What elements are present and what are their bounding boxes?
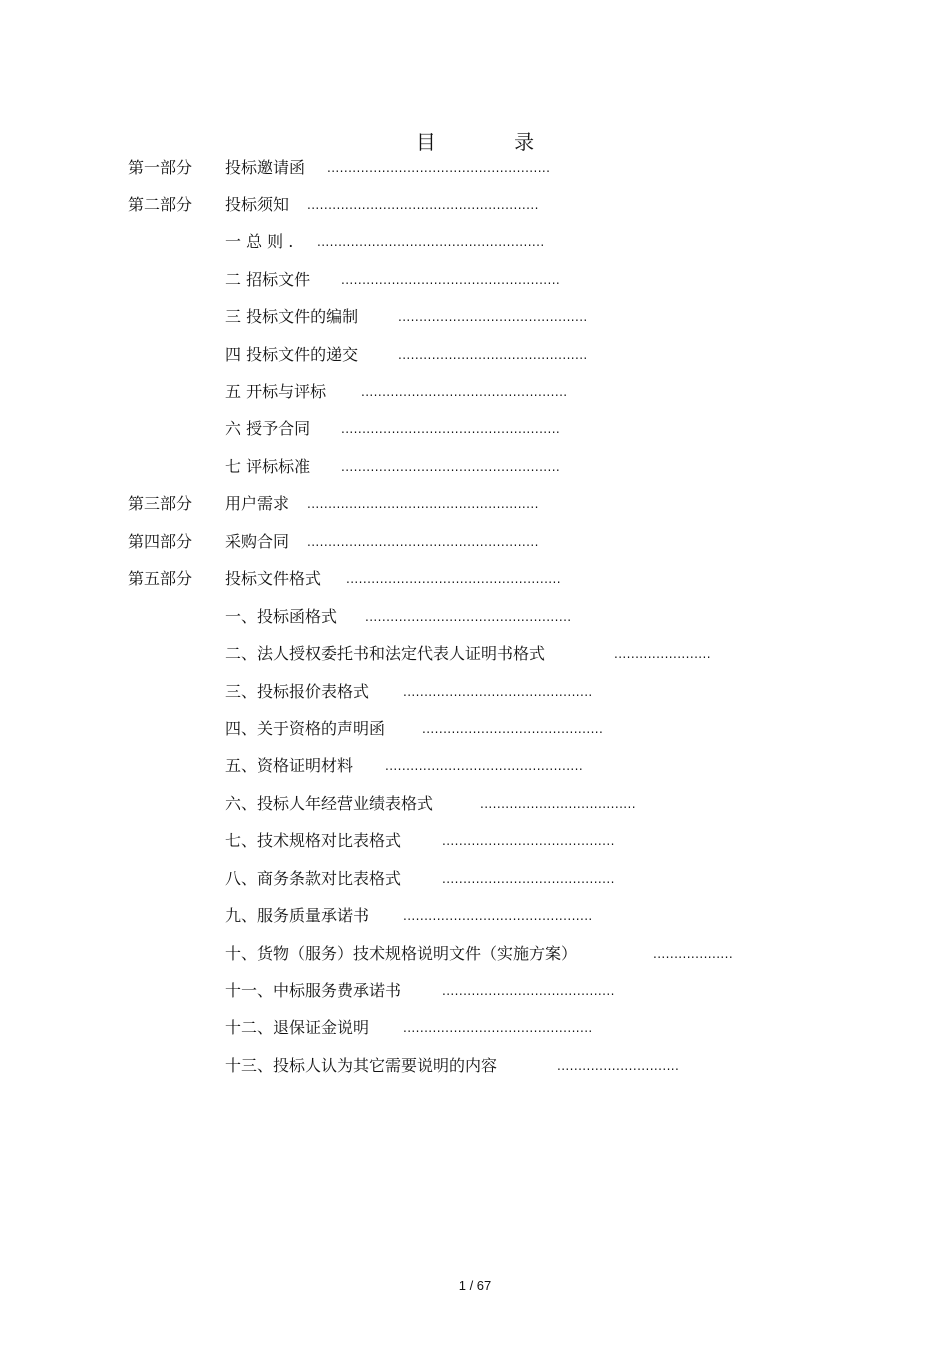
toc-leader-dots: ............................................. [403,909,593,923]
toc-leader-dots: ....................................................... [307,198,539,212]
toc-leader-dots: ............................................. [398,348,588,362]
toc-leader-dots: ............................................. [398,310,588,324]
toc-label: 采购合同 [225,532,290,551]
toc-part: 第五部分 [128,569,193,588]
toc-label: 投标邀请函 [225,158,306,177]
toc-label: 投标须知 [225,195,290,214]
toc-leader-dots: ............................................. [403,1021,593,1035]
page-number: 1 / 67 [458,1278,492,1293]
toc-entry[interactable] [0,492,950,516]
toc-label: 四、关于资格的声明函 [225,719,386,738]
toc-label: 十二、退保证金说明 [225,1018,370,1037]
toc-entry[interactable] [0,193,950,217]
toc-leader-dots: ......................................... [442,872,615,886]
toc-entry[interactable] [0,305,950,329]
toc-leader-dots: ................................................. [365,610,572,624]
toc-leader-dots: ............................. [557,1059,680,1073]
toc-leader-dots: .................................................... [341,273,561,287]
toc-label: 五 开标与评标 [225,382,327,401]
toc-entry[interactable] [0,1016,950,1040]
toc-entry[interactable] [0,417,950,441]
toc-label: 六 授予合同 [225,419,311,438]
toc-part: 第三部分 [128,494,193,513]
toc-entry[interactable] [0,380,950,404]
toc-label: 八、商务条款对比表格式 [225,869,402,888]
page-title: 目 录 [415,130,571,154]
toc-entry[interactable] [0,829,950,853]
toc-leader-dots: ........................................... [422,722,604,736]
toc-leader-dots: ...................................................... [317,235,545,249]
toc-label: 十、货物（服务）技术规格说明文件（实施方案） [225,944,578,963]
toc-entry[interactable] [0,567,950,591]
toc-entry[interactable] [0,642,950,666]
toc-entry[interactable] [0,1054,950,1078]
toc-entry[interactable] [0,754,950,778]
toc-entry[interactable] [0,343,950,367]
toc-entry[interactable] [0,156,950,180]
toc-label: 投标文件格式 [225,569,322,588]
toc-label: 六、投标人年经营业绩表格式 [225,794,434,813]
toc-leader-dots: ....................................................... [307,497,539,511]
toc-entry[interactable] [0,230,950,254]
toc-leader-dots: ................................................. [361,385,568,399]
toc-leader-dots: ............................................... [385,759,584,773]
toc-label: 一 总 则 . [225,232,294,251]
toc-entry[interactable] [0,867,950,891]
toc-label: 二 招标文件 [225,270,311,289]
toc-label: 十一、中标服务费承诺书 [225,981,402,1000]
toc-entry[interactable] [0,530,950,554]
toc-entry[interactable] [0,680,950,704]
toc-label: 二、法人授权委托书和法定代表人证明书格式 [225,644,546,663]
toc-leader-dots: ....................................................... [307,535,539,549]
toc-part: 第四部分 [128,532,193,551]
toc-label: 九、服务质量承诺书 [225,906,370,925]
toc-label: 三、投标报价表格式 [225,682,370,701]
toc-part: 第一部分 [128,158,193,177]
toc-entry[interactable] [0,904,950,928]
toc-entry[interactable] [0,792,950,816]
toc-label: 五、资格证明材料 [225,756,354,775]
toc-label: 十三、投标人认为其它需要说明的内容 [225,1056,498,1075]
toc-label: 四 投标文件的递交 [225,345,359,364]
toc-leader-dots: .................................................... [341,460,561,474]
toc-entry[interactable] [0,605,950,629]
toc-label: 七 评标标准 [225,457,311,476]
toc-leader-dots: .................................................... [341,422,561,436]
toc-leader-dots: ....................... [614,647,711,661]
toc-leader-dots: ..................................... [480,797,636,811]
toc-label: 用户需求 [225,494,290,513]
toc-label: 三 投标文件的编制 [225,307,359,326]
toc-label: 一、投标函格式 [225,607,338,626]
toc-leader-dots: ......................................... [442,834,615,848]
toc-entry[interactable] [0,979,950,1003]
toc-leader-dots: ................................................... [346,572,561,586]
toc-part: 第二部分 [128,195,193,214]
toc-entry[interactable] [0,942,950,966]
toc-leader-dots: ..................................................... [327,161,551,175]
toc-entry[interactable] [0,717,950,741]
toc-label: 七、技术规格对比表格式 [225,831,402,850]
toc-leader-dots: ............................................. [403,685,593,699]
toc-leader-dots: ................... [653,947,734,961]
toc-leader-dots: ......................................... [442,984,615,998]
toc-entry[interactable] [0,268,950,292]
toc-entry[interactable] [0,455,950,479]
